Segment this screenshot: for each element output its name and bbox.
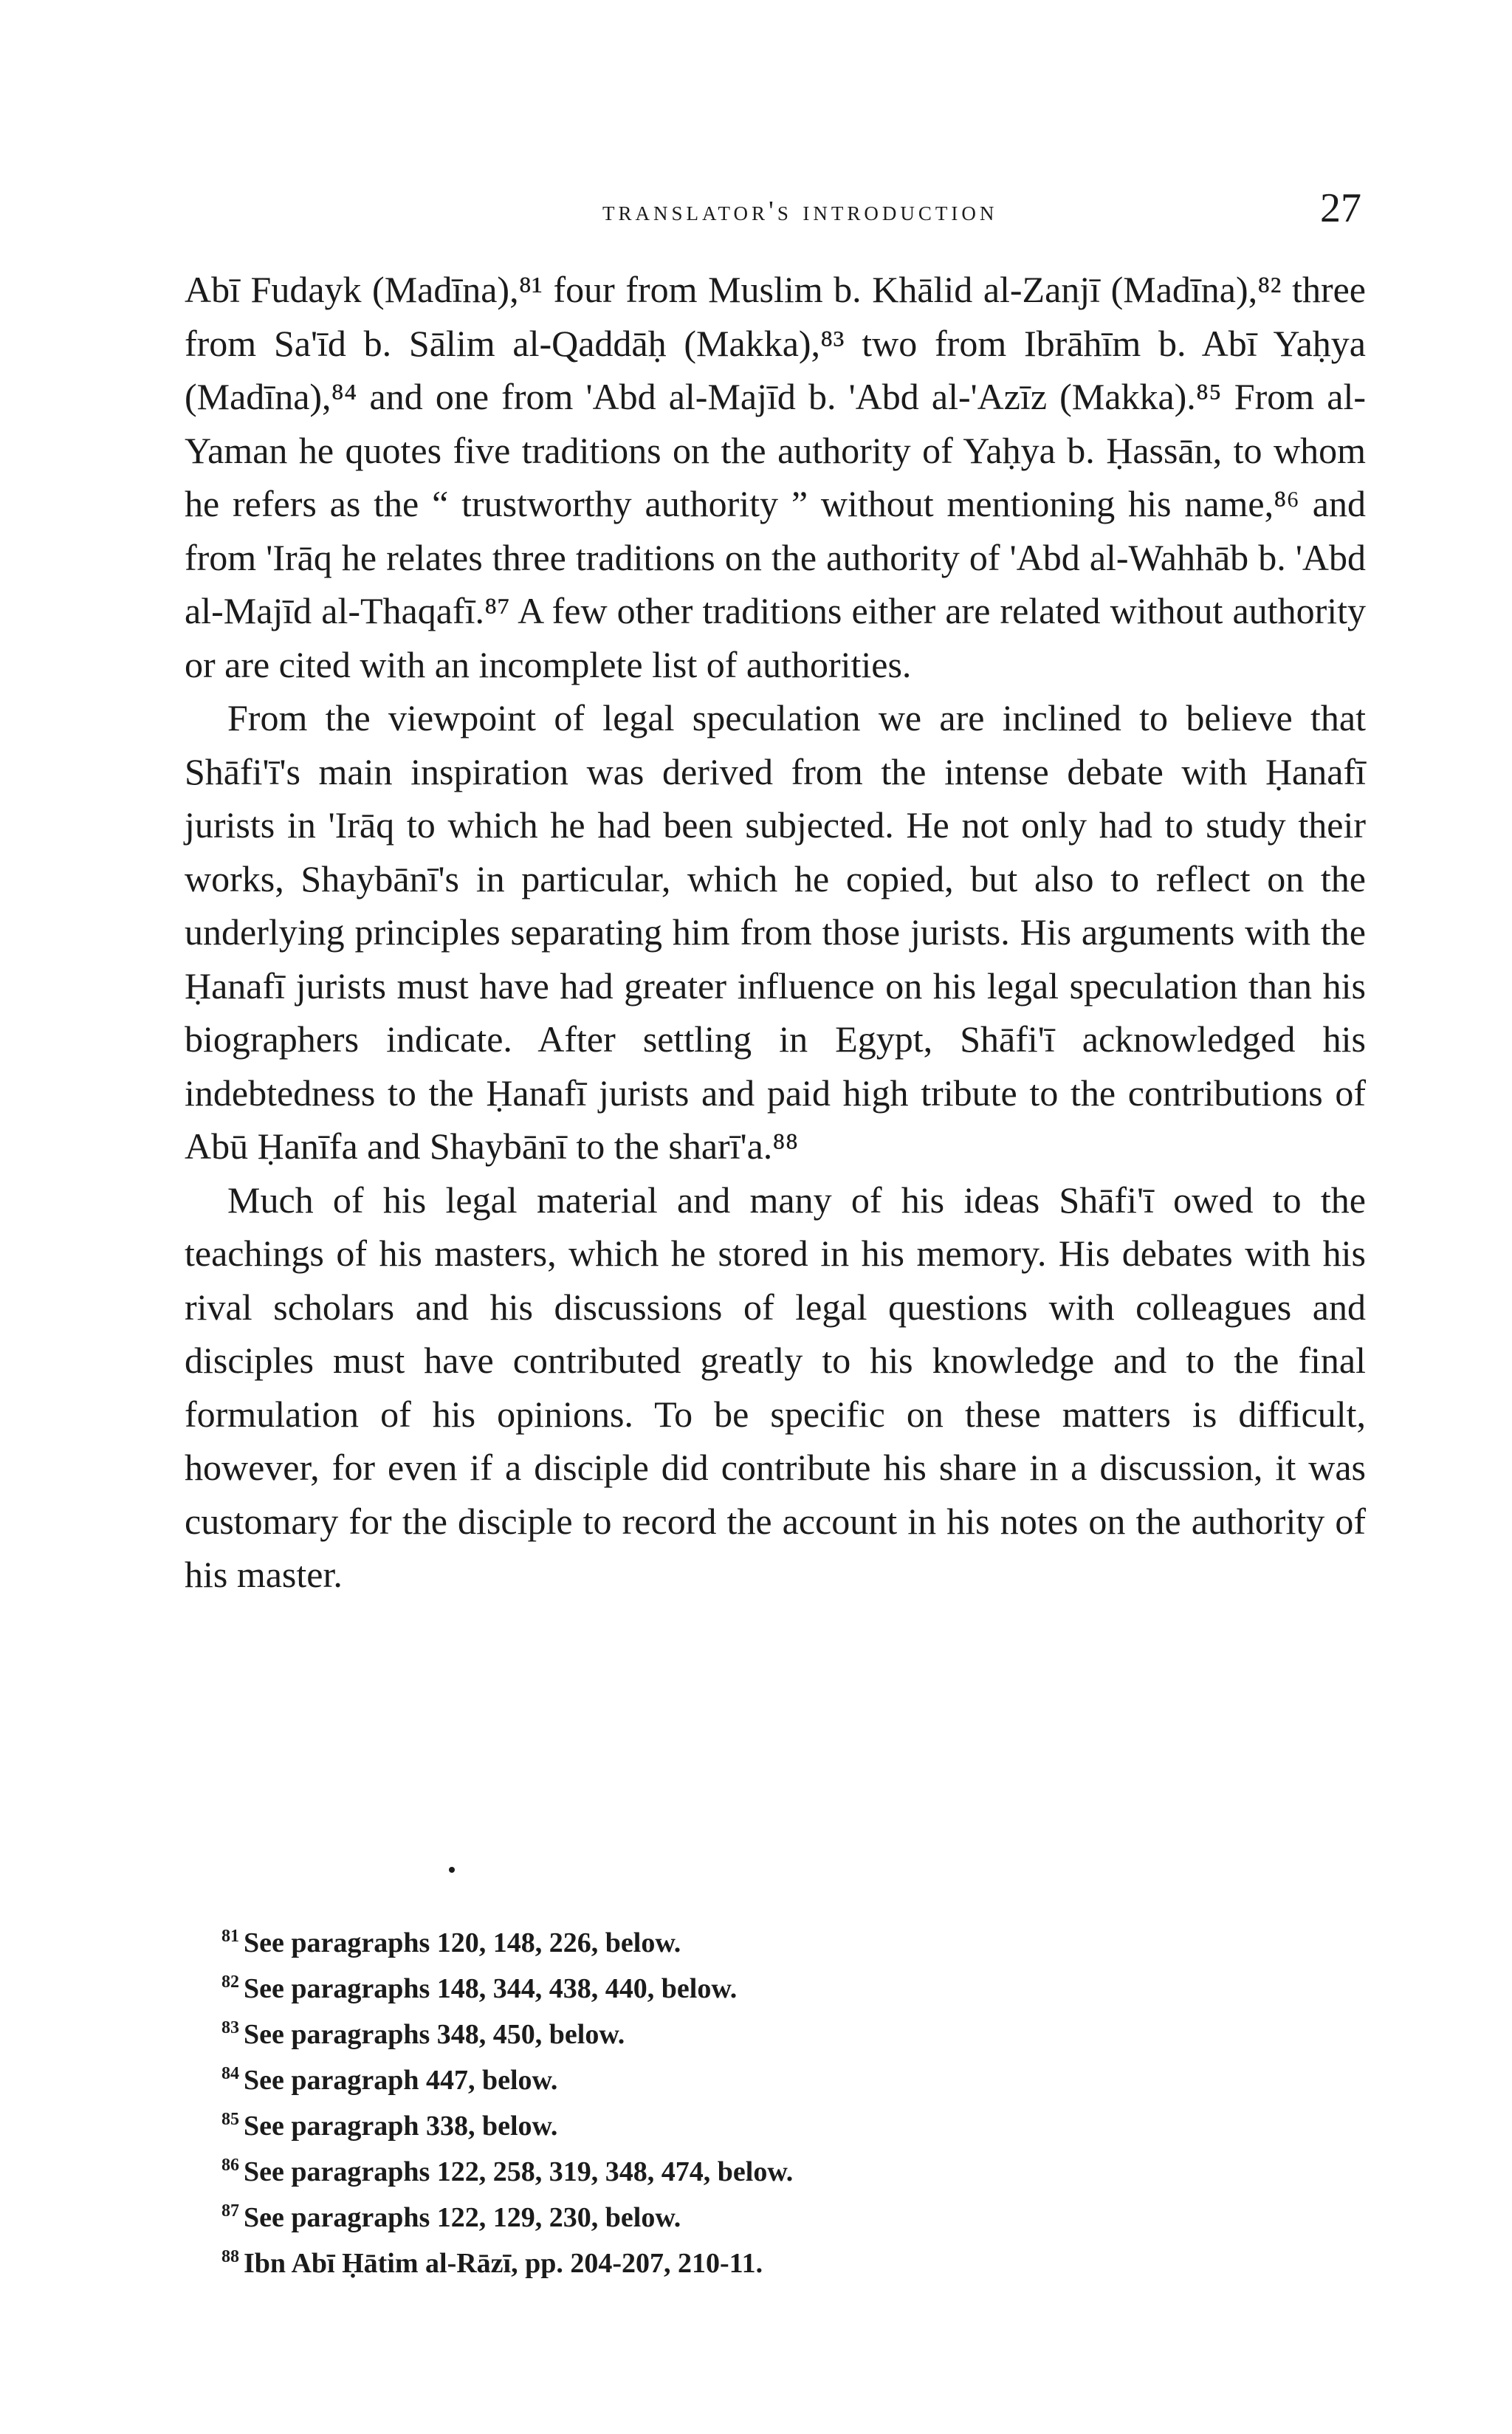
footnote-text: See paragraph 338, below.: [244, 2111, 558, 2142]
main-text: [185, 263, 1366, 1602]
footnote-85: [221, 2100, 1344, 2146]
paragraph-2: From the viewpoint of legal speculation we are inclined to believe that Shāfi'ī's main inspiration was derived from the intense debate with Ḥanafī jurists in 'Irāq to which he had been subjected. He not only had to study their works, Shaybānī's in particular, which he copied, but also to reflect on the underlying principles separating him from those jurists. His arguments with the Ḥanafī jurists must have had greater influence on his legal speculation than his biographers indicate. After settling in Egypt, Shāfi'ī acknowledged his indebtedness to the Ḥanafī jurists and paid high tribute to the contributions of Abū Ḥanīfa and Shaybānī to the sharī'a.⁸⁸: [185, 697, 1366, 1167]
print-speck: [449, 1867, 455, 1873]
footnote-text: See paragraphs 122, 129, 230, below.: [244, 2202, 681, 2233]
page-number: 27: [1320, 185, 1361, 231]
footnote-84: [221, 2054, 1344, 2100]
footnote-86: [221, 2146, 1344, 2192]
footnote-text: See paragraph 447, below.: [244, 2065, 558, 2096]
footnote-mark: 88: [221, 2247, 239, 2266]
footnote-82: [221, 1963, 1344, 2009]
footnotes: [221, 1917, 1344, 2283]
running-title: translator's introduction: [602, 196, 998, 227]
paragraph-1: Abī Fudayk (Madīna),⁸¹ four from Muslim b. Khālid al-Zanjī (Madīna),⁸² three from Sa'īd b. Sālim al-Qaddāḥ (Makka),⁸³ two from Ibrāhīm b. Abī Yaḥya (Madīna),⁸⁴ and one from 'Abd al-Majīd b. 'Abd al-'Azīz (Makka).⁸⁵ From al-Yaman he quotes five traditions on the authority of Yaḥya b. Ḥassān, to whom he refers as the “ trustworthy authority ” without mentioning his name,⁸⁶ and from 'Irāq he relates three traditions on the authority of 'Abd al-Wahhāb b. 'Abd al-Majīd al-Thaqafī.⁸⁷ A few other traditions either are related without authority or are cited with an incomplete list of authorities.: [185, 269, 1366, 685]
footnote-text: See paragraphs 148, 344, 438, 440, below.: [244, 1973, 738, 2004]
paragraph-3: Much of his legal material and many of his ideas Shāfi'ī owed to the teachings of his masters, which he stored in his memory. His debates with his rival scholars and his discussions of legal questions with colleagues and disciples must have contributed greatly to his knowledge and to the final formulation of his opinions. To be specific on these matters is difficult, however, for even if a disciple did contribute his share in a discussion, it was customary for the disciple to record the account in his notes on the authority of his master.: [185, 1179, 1366, 1595]
footnote-mark: 82: [221, 1972, 239, 1992]
footnote-text: See paragraphs 120, 148, 226, below.: [244, 1927, 681, 1958]
footnote-mark: 86: [221, 2156, 239, 2175]
footnote-83: [221, 2009, 1344, 2054]
running-head: [189, 185, 1361, 242]
footnote-text: See paragraphs 348, 450, below.: [244, 2019, 625, 2050]
footnote-mark: 81: [221, 1927, 239, 1946]
footnote-81: [221, 1917, 1344, 1963]
footnote-mark: 83: [221, 2018, 239, 2037]
footnote-88: [221, 2238, 1344, 2283]
footnote-text: See paragraphs 122, 258, 319, 348, 474, below.: [244, 2156, 794, 2187]
footnote-mark: 85: [221, 2110, 239, 2129]
footnote-text: Ibn Abī Ḥātim al-Rāzī, pp. 204-207, 210-11.: [244, 2248, 763, 2279]
footnote-87: [221, 2192, 1344, 2238]
footnote-mark: 84: [221, 2064, 239, 2083]
footnote-mark: 87: [221, 2201, 239, 2221]
